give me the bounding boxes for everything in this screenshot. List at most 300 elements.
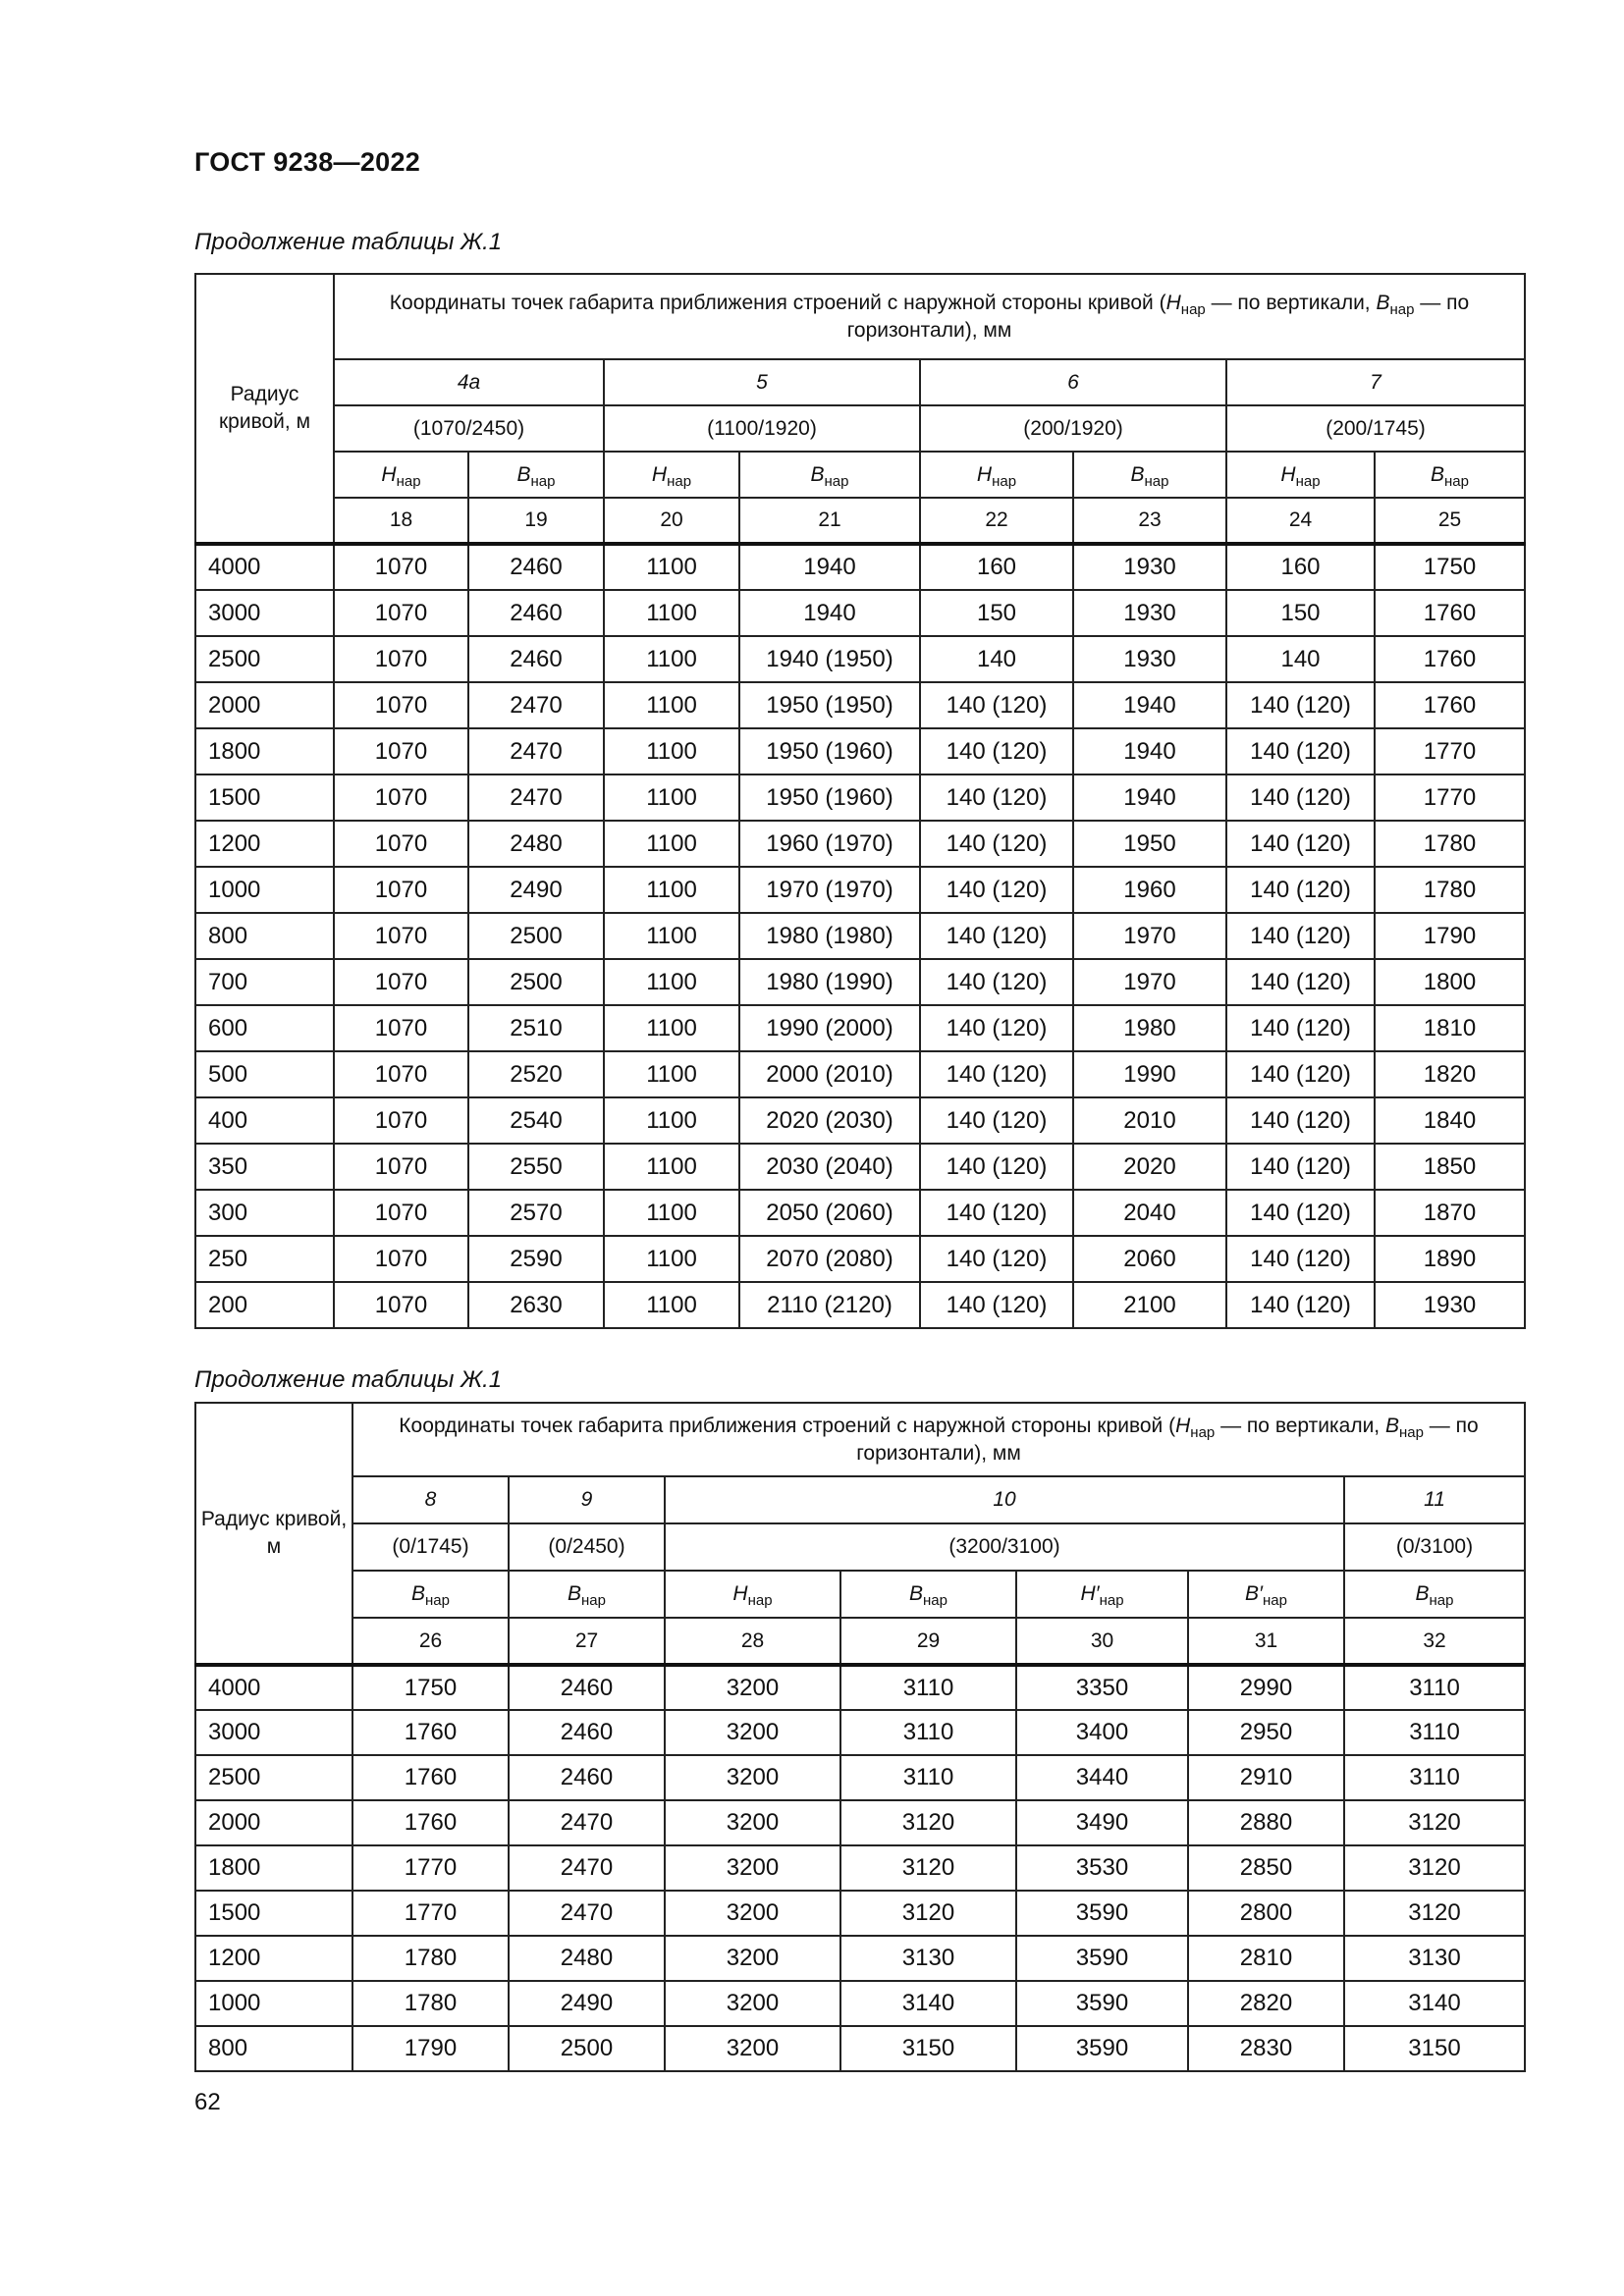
radius-cell: 2000: [195, 682, 334, 728]
table-row: [195, 1051, 1525, 1097]
value-cell: 1850: [1375, 1144, 1525, 1190]
value-cell: 1950 (1960): [739, 728, 920, 774]
value-cell: 3590: [1016, 2026, 1188, 2071]
radius-cell: 3000: [195, 1710, 352, 1755]
value-cell: 2540: [468, 1097, 604, 1144]
value-cell: 1770: [1375, 774, 1525, 821]
value-cell: 3200: [665, 1891, 840, 1936]
value-cell: 1800: [1375, 959, 1525, 1005]
value-cell: 1760: [352, 1755, 509, 1800]
radius-cell: 500: [195, 1051, 334, 1097]
value-cell: 140 (120): [920, 913, 1073, 959]
point-number: 4а: [334, 359, 604, 405]
radius-cell: 200: [195, 1282, 334, 1328]
table-row: [195, 1190, 1525, 1236]
value-cell: 1940: [739, 590, 920, 636]
radius-cell: 3000: [195, 590, 334, 636]
column-label: $B'_{нар}$: [1188, 1571, 1344, 1618]
point-coords: (200/1745): [1226, 405, 1525, 452]
value-cell: 2460: [509, 1755, 665, 1800]
column-number: 22: [920, 498, 1073, 544]
value-cell: 1750: [1375, 544, 1525, 590]
value-cell: 3120: [840, 1845, 1016, 1891]
value-cell: 3110: [1344, 1755, 1525, 1800]
table-title: Координаты точек габарита приближения строений с наружной стороны кривой ($H_{нар}$ — по вертикали, $B_{нар}$ — по горизонтали), мм: [334, 274, 1525, 359]
value-cell: 140 (120): [1226, 959, 1375, 1005]
value-cell: 3150: [840, 2026, 1016, 2071]
column-label: $B_{нар}$: [840, 1571, 1016, 1618]
value-cell: 2110 (2120): [739, 1282, 920, 1328]
value-cell: 140 (120): [1226, 682, 1375, 728]
radius-cell: 1000: [195, 867, 334, 913]
value-cell: 140: [920, 636, 1073, 682]
value-cell: 1070: [334, 682, 468, 728]
point-number: 8: [352, 1476, 509, 1523]
value-cell: 3140: [840, 1981, 1016, 2026]
point-number: 10: [665, 1476, 1344, 1523]
column-label: $H_{нар}$: [604, 452, 739, 498]
column-number: 30: [1016, 1618, 1188, 1665]
value-cell: 1100: [604, 774, 739, 821]
value-cell: 2480: [509, 1936, 665, 1981]
value-cell: 3200: [665, 1800, 840, 1845]
value-cell: 3110: [1344, 1710, 1525, 1755]
table1: [194, 273, 1526, 1329]
value-cell: 140 (120): [920, 959, 1073, 1005]
value-cell: 2470: [468, 774, 604, 821]
document-id: ГОСТ 9238—2022: [194, 147, 421, 177]
value-cell: 3120: [1344, 1891, 1525, 1936]
value-cell: 3200: [665, 1665, 840, 1710]
value-cell: 1940: [1073, 682, 1226, 728]
value-cell: 3120: [840, 1891, 1016, 1936]
point-coords: (0/3100): [1344, 1523, 1525, 1571]
value-cell: 3530: [1016, 1845, 1188, 1891]
value-cell: 1070: [334, 590, 468, 636]
table-row: [195, 728, 1525, 774]
value-cell: 1790: [1375, 913, 1525, 959]
value-cell: 2570: [468, 1190, 604, 1236]
value-cell: 1100: [604, 1144, 739, 1190]
column-label: $B_{нар}$: [509, 1571, 665, 1618]
value-cell: 1970: [1073, 913, 1226, 959]
value-cell: 1940 (1950): [739, 636, 920, 682]
value-cell: 140 (120): [1226, 728, 1375, 774]
point-coords: (1100/1920): [604, 405, 920, 452]
value-cell: 1760: [1375, 636, 1525, 682]
table-row: [195, 1800, 1525, 1845]
value-cell: 2500: [509, 2026, 665, 2071]
value-cell: 1760: [1375, 682, 1525, 728]
value-cell: 1980: [1073, 1005, 1226, 1051]
value-cell: 1100: [604, 1005, 739, 1051]
value-cell: 1070: [334, 774, 468, 821]
value-cell: 1990: [1073, 1051, 1226, 1097]
value-cell: 2630: [468, 1282, 604, 1328]
radius-cell: 1800: [195, 728, 334, 774]
column-label: $H_{нар}$: [665, 1571, 840, 1618]
value-cell: 140 (120): [920, 1097, 1073, 1144]
table-row: [195, 913, 1525, 959]
table-row: [195, 774, 1525, 821]
value-cell: 1950: [1073, 821, 1226, 867]
value-cell: 1100: [604, 1190, 739, 1236]
value-cell: 1840: [1375, 1097, 1525, 1144]
value-cell: 1930: [1073, 590, 1226, 636]
value-cell: 2510: [468, 1005, 604, 1051]
value-cell: 140 (120): [1226, 867, 1375, 913]
radius-cell: 1800: [195, 1845, 352, 1891]
value-cell: 1070: [334, 821, 468, 867]
table-row: [195, 682, 1525, 728]
value-cell: 1950 (1960): [739, 774, 920, 821]
point-number: 5: [604, 359, 920, 405]
table-row: [195, 867, 1525, 913]
value-cell: 140 (120): [920, 1236, 1073, 1282]
value-cell: 1930: [1375, 1282, 1525, 1328]
value-cell: 3200: [665, 1936, 840, 1981]
page-number: 62: [194, 2089, 221, 2115]
value-cell: 140 (120): [1226, 1236, 1375, 1282]
column-label: $H_{нар}$: [334, 452, 468, 498]
point-coords: (1070/2450): [334, 405, 604, 452]
value-cell: 1100: [604, 1282, 739, 1328]
value-cell: 3120: [840, 1800, 1016, 1845]
value-cell: 140 (120): [920, 728, 1073, 774]
radius-cell: 1500: [195, 774, 334, 821]
value-cell: 2460: [509, 1665, 665, 1710]
value-cell: 1770: [352, 1845, 509, 1891]
value-cell: 2820: [1188, 1981, 1344, 2026]
value-cell: 3130: [840, 1936, 1016, 1981]
table-row: [195, 1891, 1525, 1936]
column-number: 28: [665, 1618, 840, 1665]
table-row: [195, 1845, 1525, 1891]
value-cell: 2020 (2030): [739, 1097, 920, 1144]
value-cell: 2470: [468, 682, 604, 728]
value-cell: 2500: [468, 913, 604, 959]
value-cell: 1790: [352, 2026, 509, 2071]
value-cell: 3130: [1344, 1936, 1525, 1981]
radius-header: Радиус кривой, м: [195, 1403, 352, 1665]
value-cell: 1940: [1073, 774, 1226, 821]
column-label: $H'_{нар}$: [1016, 1571, 1188, 1618]
value-cell: 2460: [468, 590, 604, 636]
table-row: [195, 2026, 1525, 2071]
value-cell: 3200: [665, 1981, 840, 2026]
column-label: $B_{нар}$: [1344, 1571, 1525, 1618]
value-cell: 2060: [1073, 1236, 1226, 1282]
value-cell: 2590: [468, 1236, 604, 1282]
value-cell: 3200: [665, 1755, 840, 1800]
value-cell: 2810: [1188, 1936, 1344, 1981]
value-cell: 2500: [468, 959, 604, 1005]
radius-cell: 1500: [195, 1891, 352, 1936]
value-cell: 1070: [334, 1144, 468, 1190]
column-label: $B_{нар}$: [739, 452, 920, 498]
value-cell: 2520: [468, 1051, 604, 1097]
value-cell: 3110: [1344, 1665, 1525, 1710]
column-label: $B_{нар}$: [352, 1571, 509, 1618]
point-number: 7: [1226, 359, 1525, 405]
value-cell: 3590: [1016, 1936, 1188, 1981]
value-cell: 1070: [334, 1005, 468, 1051]
value-cell: 140 (120): [1226, 774, 1375, 821]
value-cell: 1970: [1073, 959, 1226, 1005]
value-cell: 2460: [509, 1710, 665, 1755]
value-cell: 1070: [334, 636, 468, 682]
value-cell: 140 (120): [1226, 1051, 1375, 1097]
value-cell: 2470: [509, 1800, 665, 1845]
value-cell: 2800: [1188, 1891, 1344, 1936]
value-cell: 1100: [604, 682, 739, 728]
value-cell: 3150: [1344, 2026, 1525, 2071]
value-cell: 1070: [334, 1282, 468, 1328]
table-row: [195, 1981, 1525, 2026]
value-cell: 2070 (2080): [739, 1236, 920, 1282]
value-cell: 2850: [1188, 1845, 1344, 1891]
point-number: 11: [1344, 1476, 1525, 1523]
value-cell: 1780: [1375, 867, 1525, 913]
value-cell: 140 (120): [920, 682, 1073, 728]
point-coords: (0/1745): [352, 1523, 509, 1571]
value-cell: 140 (120): [1226, 1190, 1375, 1236]
table-row: [195, 821, 1525, 867]
value-cell: 1980 (1990): [739, 959, 920, 1005]
column-label: $B_{нар}$: [1073, 452, 1226, 498]
value-cell: 3140: [1344, 1981, 1525, 2026]
table-row: [195, 1755, 1525, 1800]
value-cell: 1100: [604, 728, 739, 774]
value-cell: 1780: [352, 1981, 509, 2026]
value-cell: 1770: [352, 1891, 509, 1936]
value-cell: 2490: [509, 1981, 665, 2026]
value-cell: 1760: [352, 1800, 509, 1845]
column-number: 23: [1073, 498, 1226, 544]
value-cell: 140 (120): [1226, 1005, 1375, 1051]
value-cell: 2470: [468, 728, 604, 774]
value-cell: 140 (120): [920, 1051, 1073, 1097]
value-cell: 2990: [1188, 1665, 1344, 1710]
value-cell: 1070: [334, 1051, 468, 1097]
value-cell: 2880: [1188, 1800, 1344, 1845]
value-cell: 1070: [334, 728, 468, 774]
table2-caption: Продолжение таблицы Ж.1: [194, 1366, 503, 1393]
value-cell: 1940: [739, 544, 920, 590]
value-cell: 2100: [1073, 1282, 1226, 1328]
table-row: [195, 1710, 1525, 1755]
point-coords: (3200/3100): [665, 1523, 1344, 1571]
table-row: [195, 1936, 1525, 1981]
value-cell: 2490: [468, 867, 604, 913]
value-cell: 1940: [1073, 728, 1226, 774]
value-cell: 1070: [334, 913, 468, 959]
value-cell: 1750: [352, 1665, 509, 1710]
value-cell: 140 (120): [920, 1005, 1073, 1051]
value-cell: 2830: [1188, 2026, 1344, 2071]
column-number: 27: [509, 1618, 665, 1665]
column-number: 32: [1344, 1618, 1525, 1665]
value-cell: 1100: [604, 636, 739, 682]
table-row: [195, 1005, 1525, 1051]
column-number: 31: [1188, 1618, 1344, 1665]
value-cell: 2470: [509, 1891, 665, 1936]
value-cell: 160: [920, 544, 1073, 590]
value-cell: 140 (120): [1226, 1144, 1375, 1190]
table-row: [195, 1665, 1525, 1710]
value-cell: 1100: [604, 913, 739, 959]
value-cell: 3120: [1344, 1800, 1525, 1845]
radius-cell: 4000: [195, 1665, 352, 1710]
column-number: 29: [840, 1618, 1016, 1665]
value-cell: 2020: [1073, 1144, 1226, 1190]
radius-cell: 350: [195, 1144, 334, 1190]
column-number: 21: [739, 498, 920, 544]
value-cell: 1960 (1970): [739, 821, 920, 867]
value-cell: 140 (120): [920, 1190, 1073, 1236]
value-cell: 160: [1226, 544, 1375, 590]
value-cell: 140 (120): [920, 821, 1073, 867]
value-cell: 2040: [1073, 1190, 1226, 1236]
value-cell: 2460: [468, 544, 604, 590]
column-label: $H_{нар}$: [920, 452, 1073, 498]
value-cell: 140 (120): [1226, 1282, 1375, 1328]
point-coords: (200/1920): [920, 405, 1226, 452]
table-row: [195, 1236, 1525, 1282]
radius-header: Радиус кривой, м: [195, 274, 334, 544]
point-number: 9: [509, 1476, 665, 1523]
value-cell: 1970 (1970): [739, 867, 920, 913]
table-row: [195, 1097, 1525, 1144]
value-cell: 140 (120): [920, 1144, 1073, 1190]
table-row: [195, 590, 1525, 636]
value-cell: 1100: [604, 821, 739, 867]
value-cell: 2910: [1188, 1755, 1344, 1800]
column-number: 20: [604, 498, 739, 544]
value-cell: 2050 (2060): [739, 1190, 920, 1236]
value-cell: 1990 (2000): [739, 1005, 920, 1051]
value-cell: 3590: [1016, 1891, 1188, 1936]
value-cell: 2950: [1188, 1710, 1344, 1755]
radius-cell: 800: [195, 913, 334, 959]
radius-cell: 1000: [195, 1981, 352, 2026]
value-cell: 2550: [468, 1144, 604, 1190]
table2: [194, 1402, 1526, 2072]
value-cell: 140 (120): [920, 1282, 1073, 1328]
value-cell: 150: [920, 590, 1073, 636]
value-cell: 1780: [1375, 821, 1525, 867]
value-cell: 2460: [468, 636, 604, 682]
value-cell: 3120: [1344, 1845, 1525, 1891]
table-title: Координаты точек габарита приближения строений с наружной стороны кривой ($H_{нар}$ — по вертикали, $B_{нар}$ — по горизонтали), мм: [352, 1403, 1525, 1476]
value-cell: 1100: [604, 1236, 739, 1282]
column-label: $B_{нар}$: [1375, 452, 1525, 498]
point-coords: (0/2450): [509, 1523, 665, 1571]
value-cell: 1870: [1375, 1190, 1525, 1236]
value-cell: 1950 (1950): [739, 682, 920, 728]
value-cell: 1890: [1375, 1236, 1525, 1282]
table-row: [195, 544, 1525, 590]
value-cell: 3440: [1016, 1755, 1188, 1800]
radius-cell: 400: [195, 1097, 334, 1144]
radius-cell: 1200: [195, 1936, 352, 1981]
value-cell: 2010: [1073, 1097, 1226, 1144]
value-cell: 1760: [352, 1710, 509, 1755]
value-cell: 3200: [665, 1845, 840, 1891]
value-cell: 1960: [1073, 867, 1226, 913]
value-cell: 1070: [334, 1097, 468, 1144]
column-number: 19: [468, 498, 604, 544]
value-cell: 1100: [604, 959, 739, 1005]
column-number: 25: [1375, 498, 1525, 544]
value-cell: 3400: [1016, 1710, 1188, 1755]
radius-cell: 300: [195, 1190, 334, 1236]
value-cell: 3490: [1016, 1800, 1188, 1845]
radius-cell: 1200: [195, 821, 334, 867]
value-cell: 150: [1226, 590, 1375, 636]
value-cell: 140 (120): [920, 774, 1073, 821]
column-number: 26: [352, 1618, 509, 1665]
value-cell: 1070: [334, 1236, 468, 1282]
radius-cell: 250: [195, 1236, 334, 1282]
value-cell: 2470: [509, 1845, 665, 1891]
radius-cell: 4000: [195, 544, 334, 590]
value-cell: 1820: [1375, 1051, 1525, 1097]
value-cell: 1100: [604, 590, 739, 636]
point-number: 6: [920, 359, 1226, 405]
table-row: [195, 959, 1525, 1005]
value-cell: 1100: [604, 867, 739, 913]
value-cell: 2030 (2040): [739, 1144, 920, 1190]
value-cell: 1070: [334, 867, 468, 913]
value-cell: 1810: [1375, 1005, 1525, 1051]
value-cell: 1100: [604, 1051, 739, 1097]
table-row: [195, 1282, 1525, 1328]
value-cell: 3350: [1016, 1665, 1188, 1710]
value-cell: 140 (120): [1226, 821, 1375, 867]
value-cell: 1070: [334, 544, 468, 590]
table1-caption: Продолжение таблицы Ж.1: [194, 229, 503, 255]
column-label: $B_{нар}$: [468, 452, 604, 498]
value-cell: 2480: [468, 821, 604, 867]
table-row: [195, 636, 1525, 682]
value-cell: 140 (120): [1226, 1097, 1375, 1144]
value-cell: 2000 (2010): [739, 1051, 920, 1097]
value-cell: 3110: [840, 1665, 1016, 1710]
radius-cell: 2000: [195, 1800, 352, 1845]
radius-cell: 700: [195, 959, 334, 1005]
radius-cell: 800: [195, 2026, 352, 2071]
value-cell: 1980 (1980): [739, 913, 920, 959]
value-cell: 1100: [604, 544, 739, 590]
value-cell: 1070: [334, 959, 468, 1005]
radius-cell: 2500: [195, 636, 334, 682]
value-cell: 3200: [665, 2026, 840, 2071]
value-cell: 1070: [334, 1190, 468, 1236]
value-cell: 140: [1226, 636, 1375, 682]
column-number: 24: [1226, 498, 1375, 544]
radius-cell: 600: [195, 1005, 334, 1051]
table-row: [195, 1144, 1525, 1190]
value-cell: 3110: [840, 1710, 1016, 1755]
value-cell: 140 (120): [1226, 913, 1375, 959]
value-cell: 1770: [1375, 728, 1525, 774]
value-cell: 1930: [1073, 544, 1226, 590]
value-cell: 3200: [665, 1710, 840, 1755]
value-cell: 3110: [840, 1755, 1016, 1800]
value-cell: 1780: [352, 1936, 509, 1981]
value-cell: 140 (120): [920, 867, 1073, 913]
